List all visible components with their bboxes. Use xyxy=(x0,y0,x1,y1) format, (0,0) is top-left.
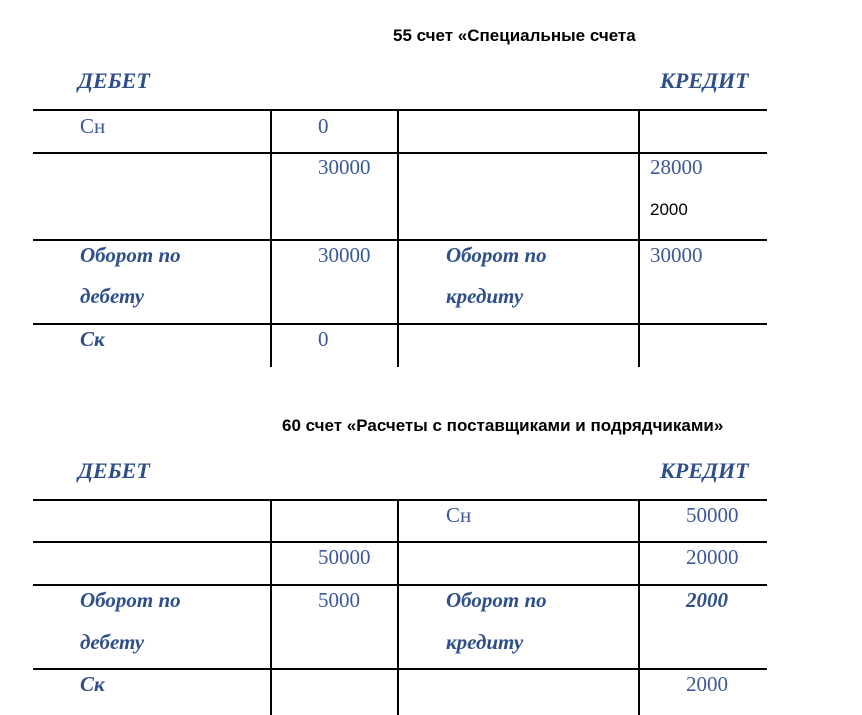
column-divider xyxy=(397,109,399,367)
account-55-title: 55 счет «Специальные счета xyxy=(393,26,636,45)
entry-debit: 50000 xyxy=(318,545,371,569)
entry-credit-1: 28000 xyxy=(650,155,703,179)
entry-credit-2: 2000 xyxy=(650,200,688,219)
column-divider xyxy=(638,499,640,715)
column-divider xyxy=(397,499,399,715)
debit-turnover-label-2: дебету xyxy=(80,284,145,308)
entry-debit: 30000 xyxy=(318,155,371,179)
credit-turnover-value: 2000 xyxy=(686,588,728,612)
row-divider xyxy=(33,239,767,241)
closing-balance-label: Ск xyxy=(80,672,105,696)
debit-turnover-label-2: дебету xyxy=(80,630,145,654)
opening-balance-credit: 50000 xyxy=(686,503,739,527)
debit-turnover-value: 5000 xyxy=(318,588,360,612)
debit-turnover-value: 30000 xyxy=(318,243,371,267)
credit-turnover-label-2: кредиту xyxy=(446,284,524,308)
column-divider xyxy=(270,109,272,367)
account-60-debit-header: ДЕБЕТ xyxy=(78,458,150,483)
account-60-title: 60 счет «Расчеты с поставщиками и подрядчиками» xyxy=(282,416,724,435)
account-55-credit-header: КРЕДИТ xyxy=(660,68,749,93)
closing-balance-debit: 0 xyxy=(318,327,329,351)
opening-balance-debit: 0 xyxy=(318,114,329,138)
closing-balance-label: Ск xyxy=(80,327,105,351)
opening-balance-label: Сн xyxy=(446,503,472,527)
account-60-credit-header: КРЕДИТ xyxy=(660,458,749,483)
row-divider xyxy=(33,109,767,111)
row-divider xyxy=(33,499,767,501)
credit-turnover-label: Оборот по xyxy=(446,243,547,267)
debit-turnover-label: Оборот по xyxy=(80,243,181,267)
credit-turnover-label: Оборот по xyxy=(446,588,547,612)
account-55-debit-header: ДЕБЕТ xyxy=(78,68,150,93)
opening-balance-label: Сн xyxy=(80,114,106,138)
row-divider xyxy=(33,152,767,154)
row-divider xyxy=(33,668,767,670)
closing-balance-credit: 2000 xyxy=(686,672,728,696)
row-divider xyxy=(33,584,767,586)
column-divider xyxy=(270,499,272,715)
row-divider xyxy=(33,541,767,543)
credit-turnover-label-2: кредиту xyxy=(446,630,524,654)
debit-turnover-label: Оборот по xyxy=(80,588,181,612)
entry-credit: 20000 xyxy=(686,545,739,569)
credit-turnover-value: 30000 xyxy=(650,243,703,267)
row-divider xyxy=(33,323,767,325)
column-divider xyxy=(638,109,640,367)
